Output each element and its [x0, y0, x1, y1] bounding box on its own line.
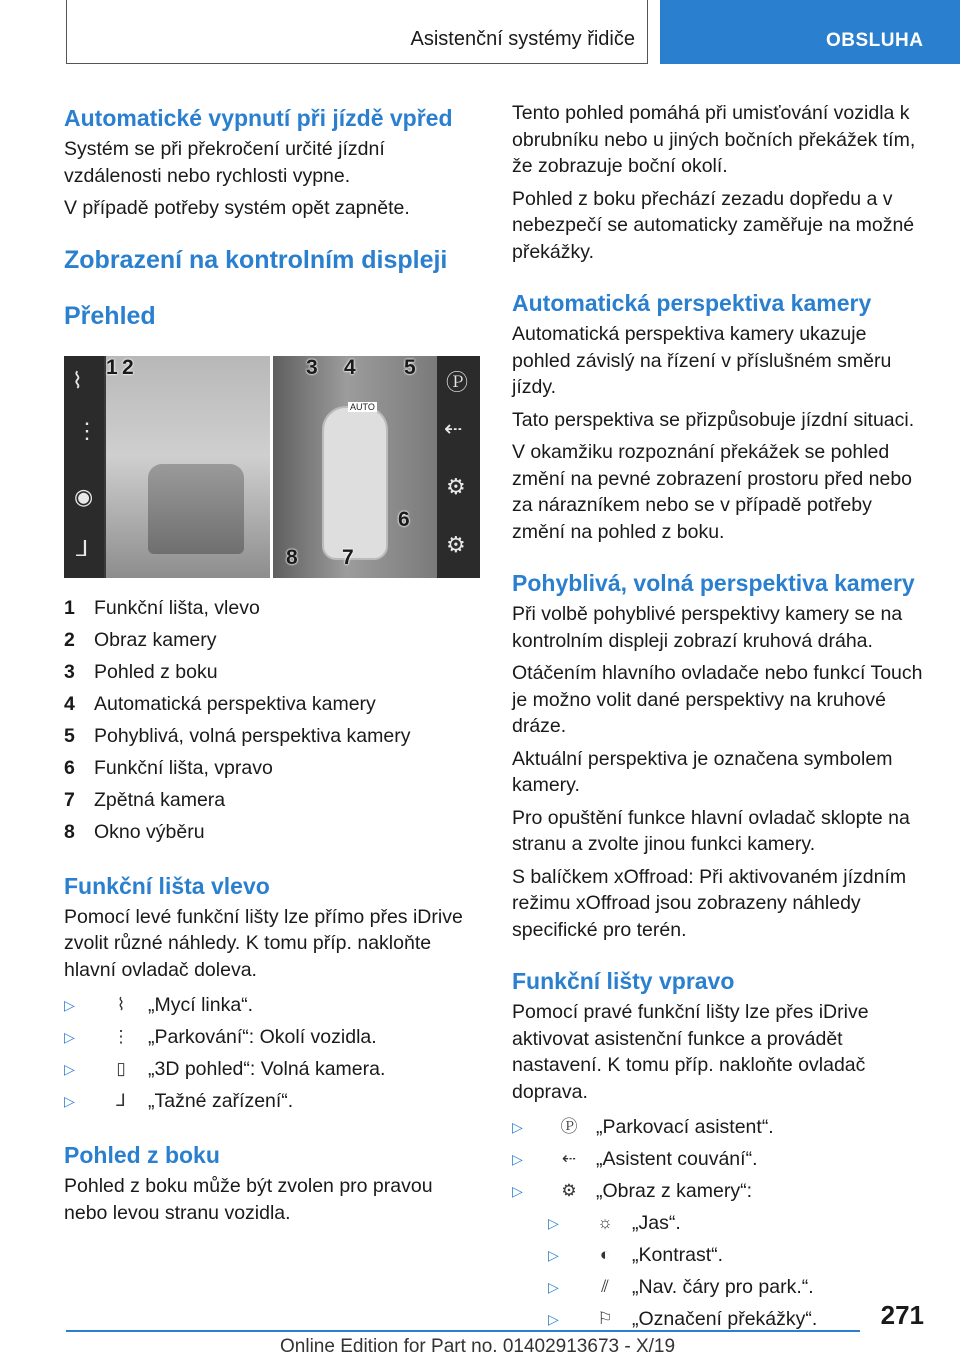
- paragraph-auto-perspective-1: Automatická perspektiva kamery ukazuje pohled závislý na řízení v příslušném směru jízdy.: [512, 323, 892, 398]
- header-tab-label: OBSLUHA: [826, 30, 924, 51]
- parking-assistant-icon: Ⓟ: [560, 1117, 578, 1136]
- right-column: [512, 100, 928, 1335]
- sub-list-item: ▷ ⫽ „Nav. čáry pro park.“.: [548, 1271, 928, 1303]
- 3d-view-icon: ▯: [116, 1059, 126, 1078]
- figure-label-6: 6: [398, 507, 410, 531]
- paragraph-free-2: Otáčením hlavního ovladače nebo funkcí Touch je možno volit dané perspektivy na kruhové dráze.: [512, 662, 923, 737]
- list-item: ▷ Ⓟ „Parkovací asistent“.: [512, 1111, 928, 1143]
- list-item: ▷ ⚙ „Obraz z kamery“:: [512, 1175, 928, 1207]
- bullet-triangle-icon: ▷: [64, 1061, 75, 1077]
- legend-item: 4 Automatická perspektiva kamery: [64, 692, 376, 715]
- parking-icon: ⋮: [76, 417, 98, 443]
- bullet-triangle-icon: ▷: [548, 1247, 559, 1263]
- car-wash-icon: ⌇: [116, 995, 126, 1014]
- parking-icon: ⋮: [112, 1027, 130, 1046]
- heading-auto-perspective: Automatická perspektiva kamery: [512, 290, 872, 316]
- camera-settings-icon: ⚙: [446, 473, 466, 499]
- camera-display-figure: [64, 356, 480, 578]
- bullet-triangle-icon: ▷: [64, 997, 75, 1013]
- sub-list-item: ▷ ⚐ „Označení překážky“.: [548, 1303, 928, 1335]
- heading-display: Zobrazení na kontrolním displeji: [64, 245, 448, 274]
- sub-list: [512, 1207, 928, 1335]
- paragraph-side-view: Pohled z boku může být zvolen pro pravou nebo levou stranu vozidla.: [64, 1175, 433, 1224]
- settings-gear-icon: ⚙: [446, 531, 466, 557]
- sub-list-item: ▷ ☼ „Jas“.: [548, 1207, 928, 1239]
- paragraph-free-5: S balíčkem xOffroad: Při aktivovaném jízdním režimu xOffroad jsou zobrazeny náhledy specifické pro terén.: [512, 865, 907, 941]
- paragraph-auto-perspective-3: V okamžiku rozpoznání překážek se pohled změní na pevné zobrazení prostoru před nebo za nárazníkem nebo se v případě potřeby změní na pohled z boku.: [512, 441, 913, 543]
- legend-item: 1 Funkční lišta, vlevo: [64, 596, 260, 619]
- legend-item: 5 Pohyblivá, volná perspektiva kamery: [64, 724, 411, 747]
- legend-item: 7 Zpětná kamera: [64, 788, 226, 811]
- 3d-view-icon: ◉: [74, 483, 94, 509]
- legend-item: 2 Obraz kamery: [64, 628, 217, 651]
- figure-label-5: 5: [404, 355, 416, 379]
- paragraph-left-bar: Pomocí levé funkční lišty lze přímo přes iDrive zvolit různé náhledy. K tomu příp. nakloňte hlavní ovladač doleva.: [64, 905, 463, 981]
- heading-free-perspective: Pohyblivá, volná perspektiva kamery: [512, 570, 915, 596]
- figure-top-car: [322, 406, 388, 560]
- heading-overview: Přehled: [64, 301, 156, 330]
- list-item: ▷ ▯ „3D pohled“: Volná kamera.: [64, 1053, 478, 1085]
- paragraph-free-4: Pro opuštění funkce hlavní ovladač sklopte na stranu a zvolte jinou funkci kamery.: [512, 806, 910, 855]
- figure-legend: [64, 592, 478, 848]
- list-item: ▷ ⋮ „Parkování“: Okolí vozidla.: [64, 1021, 478, 1053]
- sub-list-item: ▷ ◐ „Kontrast“.: [548, 1239, 928, 1271]
- parking-lines-icon: ⫽: [601, 1277, 609, 1296]
- bullet-triangle-icon: ▷: [64, 1029, 75, 1045]
- car-wash-icon: ⌇: [72, 367, 83, 393]
- bullet-triangle-icon: ▷: [548, 1279, 559, 1295]
- paragraph-auto-perspective-2: Tato perspektiva se přizpůsobuje jízdní situaci.: [512, 408, 915, 431]
- figure-label-2: 2: [122, 355, 134, 379]
- parking-assistant-icon: Ⓟ: [446, 369, 469, 395]
- bullet-triangle-icon: ▷: [512, 1151, 523, 1167]
- paragraph-side-1: Tento pohled pomáhá při umisťování vozidla k obrubníku nebo u jiných bočních překážek tím, že zobrazuje boční okolí.: [512, 102, 916, 177]
- figure-label-3: 3: [306, 355, 318, 379]
- obstacle-marking-icon: ⚐: [597, 1309, 613, 1328]
- reversing-assistant-icon: ⇠: [561, 1149, 577, 1168]
- paragraph-side-2: Pohled z boku přechází zezadu dopředu a v nebezpečí se automaticky zaměřuje na možné překážky.: [512, 187, 915, 263]
- contrast-icon: ◐: [599, 1245, 611, 1264]
- page-number: 271: [880, 1300, 924, 1330]
- paragraph-auto-off-1: Systém se při překročení určité jízdní vzdálenosti nebo rychlosti vypne.: [64, 138, 385, 187]
- list-item: ▷ ⇠ „Asistent couvání“.: [512, 1143, 928, 1175]
- heading-right-bars: Funkční lišty vpravo: [512, 968, 735, 994]
- tow-hitch-icon: ⅃: [76, 535, 89, 561]
- brightness-icon: ☼: [597, 1213, 613, 1232]
- figure-label-1: 1: [106, 355, 118, 379]
- reversing-assistant-icon: ⇠: [444, 415, 463, 441]
- left-column: [64, 100, 478, 1226]
- heading-auto-off: Automatické vypnutí při jízdě vpřed: [64, 105, 453, 131]
- header-section-title: Asistenční systémy řidiče: [410, 28, 635, 50]
- legend-item: 8 Okno výběru: [64, 820, 205, 843]
- bullet-triangle-icon: ▷: [548, 1311, 559, 1327]
- bullet-triangle-icon: ▷: [64, 1093, 75, 1109]
- figure-label-7: 7: [342, 545, 354, 569]
- paragraph-free-1: Při volbě pohyblivé perspektivy kamery se na kontrolním displeji zobrazí kruhová dráha.: [512, 603, 903, 652]
- edition-footer: Online Edition for Part no. 01402913673 - X/19: [280, 1336, 676, 1357]
- figure-auto-badge: AUTO: [350, 401, 375, 412]
- legend-item: 3 Pohled z boku: [64, 660, 218, 683]
- paragraph-auto-off-2: V případě potřeby systém opět zapněte.: [64, 197, 410, 219]
- paragraph-free-3: Aktuální perspektiva je označena symbolem kamery.: [512, 747, 893, 796]
- tow-hitch-icon: ⅃: [116, 1091, 126, 1110]
- bullet-triangle-icon: ▷: [512, 1119, 523, 1135]
- figure-label-8: 8: [286, 545, 298, 569]
- bullet-triangle-icon: ▷: [548, 1215, 559, 1231]
- heading-left-bar: Funkční lišta vlevo: [64, 872, 270, 899]
- list-item: ▷ ⌇ „Mycí linka“.: [64, 989, 478, 1021]
- list-item: ▷ ⅃ „Tažné zařízení“.: [64, 1085, 478, 1117]
- footer-divider: [66, 1330, 860, 1332]
- header-tab: [660, 0, 960, 64]
- header-section-box: [66, 0, 648, 64]
- camera-settings-icon: ⚙: [561, 1181, 577, 1200]
- figure-car-rear: [148, 464, 244, 554]
- legend-item: 6 Funkční lišta, vpravo: [64, 756, 273, 779]
- bullet-triangle-icon: ▷: [512, 1183, 523, 1199]
- paragraph-right-bars: Pomocí pravé funkční lišty lze přes iDrive aktivovat asistenční funkce a provádět nastavení. K tomu příp. nakloňte ovladač doprava.: [512, 1001, 869, 1103]
- heading-side-view: Pohled z boku: [64, 1142, 220, 1168]
- figure-label-4: 4: [344, 355, 356, 379]
